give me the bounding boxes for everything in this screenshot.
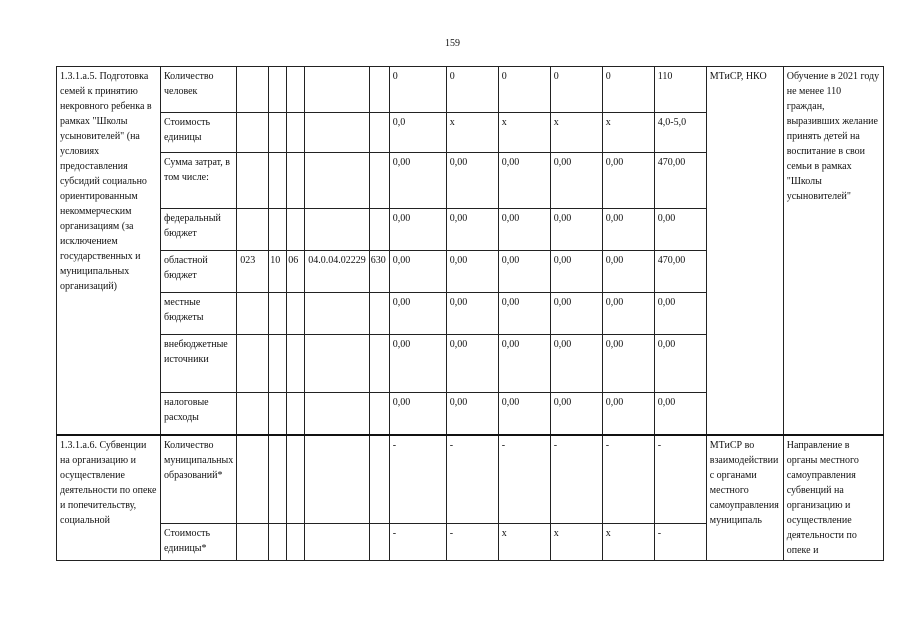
value-cell-6: 0,00 xyxy=(654,393,706,435)
expense-type-code-cell xyxy=(369,524,389,560)
value-cell-2: - xyxy=(446,524,498,560)
value-cell-4: 0,00 xyxy=(550,209,602,251)
program-measures-table xyxy=(56,66,884,561)
expense-type-code-cell: 630 xyxy=(369,251,389,293)
value-cell-3: 0,00 xyxy=(498,293,550,335)
value-cell-1: 0,00 xyxy=(389,251,446,293)
value-cell-4: 0,00 xyxy=(550,293,602,335)
subsection-code-cell xyxy=(287,293,305,335)
value-cell-4: х xyxy=(550,524,602,560)
table-row xyxy=(57,435,884,524)
expense-type-code-cell xyxy=(369,435,389,524)
subsection-code-cell xyxy=(287,113,305,153)
section-code-cell xyxy=(269,335,287,393)
subsection-code-cell: 06 xyxy=(287,251,305,293)
indicator-cell: Количество муниципальных образований* xyxy=(161,435,237,524)
value-cell-6: 470,00 xyxy=(654,153,706,209)
value-cell-2: 0,00 xyxy=(446,335,498,393)
indicator-cell: местные бюджеты xyxy=(161,293,237,335)
value-cell-6: - xyxy=(654,524,706,560)
indicator-cell: областной бюджет xyxy=(161,251,237,293)
value-cell-4: 0,00 xyxy=(550,251,602,293)
target-item-code-cell: 04.0.04.02229 xyxy=(305,251,370,293)
value-cell-4: - xyxy=(550,435,602,524)
value-cell-2: 0,00 xyxy=(446,251,498,293)
indicator-cell: Стоимость единицы* xyxy=(161,524,237,560)
target-item-code-cell xyxy=(305,335,370,393)
executor-cell: МТиСР, НКО xyxy=(706,67,783,435)
value-cell-6: 0,00 xyxy=(654,209,706,251)
value-cell-5: 0,00 xyxy=(602,251,654,293)
value-cell-5: - xyxy=(602,435,654,524)
section-code-cell xyxy=(269,153,287,209)
value-cell-5: 0,00 xyxy=(602,209,654,251)
value-cell-3: 0,00 xyxy=(498,335,550,393)
section-code-cell xyxy=(269,209,287,251)
value-cell-5: 0,00 xyxy=(602,293,654,335)
value-cell-5: 0,00 xyxy=(602,393,654,435)
grbs-code-cell xyxy=(237,335,269,393)
value-cell-1: 0,00 xyxy=(389,335,446,393)
expense-type-code-cell xyxy=(369,67,389,113)
value-cell-3: 0,00 xyxy=(498,251,550,293)
value-cell-3: 0,00 xyxy=(498,209,550,251)
expected-result-cell: Направление в органы местного самоуправления субвенций на организацию и осуществление деятельности по опеке и xyxy=(783,435,883,561)
target-item-code-cell xyxy=(305,153,370,209)
expense-type-code-cell xyxy=(369,153,389,209)
grbs-code-cell: 023 xyxy=(237,251,269,293)
section-code-cell xyxy=(269,435,287,524)
grbs-code-cell xyxy=(237,393,269,435)
value-cell-2: 0 xyxy=(446,67,498,113)
value-cell-1: 0,00 xyxy=(389,293,446,335)
section-code-cell xyxy=(269,67,287,113)
value-cell-1: 0,00 xyxy=(389,209,446,251)
value-cell-4: х xyxy=(550,113,602,153)
value-cell-5: 0,00 xyxy=(602,153,654,209)
expense-type-code-cell xyxy=(369,293,389,335)
value-cell-3: 0,00 xyxy=(498,393,550,435)
target-item-code-cell xyxy=(305,67,370,113)
value-cell-1: 0,00 xyxy=(389,153,446,209)
value-cell-4: 0,00 xyxy=(550,153,602,209)
section-code-cell: 10 xyxy=(269,251,287,293)
target-item-code-cell xyxy=(305,113,370,153)
expected-result-cell: Обучение в 2021 году не менее 110 граждан, выразивших желание принять детей на воспитание в свои семьи в рамках "Школы усыновителей" xyxy=(783,67,883,435)
indicator-cell: Стоимость единицы xyxy=(161,113,237,153)
value-cell-4: 0,00 xyxy=(550,393,602,435)
indicator-cell: Сумма затрат, в том числе: xyxy=(161,153,237,209)
grbs-code-cell xyxy=(237,209,269,251)
value-cell-6: 470,00 xyxy=(654,251,706,293)
grbs-code-cell xyxy=(237,153,269,209)
value-cell-2: 0,00 xyxy=(446,393,498,435)
subsection-code-cell xyxy=(287,435,305,524)
value-cell-3: х xyxy=(498,113,550,153)
value-cell-3: - xyxy=(498,435,550,524)
value-cell-5: х xyxy=(602,524,654,560)
value-cell-6: 0,00 xyxy=(654,335,706,393)
indicator-cell: налоговые расходы xyxy=(161,393,237,435)
executor-cell: МТиСР во взаимодействии с органами местного самоуправления муниципаль xyxy=(706,435,783,561)
expense-type-code-cell xyxy=(369,335,389,393)
grbs-code-cell xyxy=(237,293,269,335)
section-code-cell xyxy=(269,393,287,435)
value-cell-4: 0 xyxy=(550,67,602,113)
expense-type-code-cell xyxy=(369,393,389,435)
expense-type-code-cell xyxy=(369,113,389,153)
value-cell-5: 0,00 xyxy=(602,335,654,393)
target-item-code-cell xyxy=(305,293,370,335)
subsection-code-cell xyxy=(287,335,305,393)
value-cell-1: - xyxy=(389,435,446,524)
value-cell-3: х xyxy=(498,524,550,560)
subsection-code-cell xyxy=(287,67,305,113)
measure-name-cell: 1.3.1.а.5. Подготовка семей к принятию некровного ребенка в рамках "Школы усыновителей" (на условиях предоставления субсидий социально ориентированным некоммерческим организациям (за исключением государственных и муниципальных организаций) xyxy=(57,67,161,435)
value-cell-2: 0,00 xyxy=(446,153,498,209)
value-cell-1: 0,0 xyxy=(389,113,446,153)
target-item-code-cell xyxy=(305,393,370,435)
grbs-code-cell xyxy=(237,67,269,113)
table-row xyxy=(57,67,884,113)
subsection-code-cell xyxy=(287,524,305,560)
value-cell-1: 0 xyxy=(389,67,446,113)
target-item-code-cell xyxy=(305,435,370,524)
target-item-code-cell xyxy=(305,209,370,251)
value-cell-6: 110 xyxy=(654,67,706,113)
value-cell-2: х xyxy=(446,113,498,153)
subsection-code-cell xyxy=(287,393,305,435)
value-cell-3: 0,00 xyxy=(498,153,550,209)
grbs-code-cell xyxy=(237,113,269,153)
indicator-cell: Количество человек xyxy=(161,67,237,113)
target-item-code-cell xyxy=(305,524,370,560)
grbs-code-cell xyxy=(237,435,269,524)
value-cell-4: 0,00 xyxy=(550,335,602,393)
grbs-code-cell xyxy=(237,524,269,560)
measure-name-cell: 1.3.1.а.6. Субвенции на организацию и осуществление деятельности по опеке и попечительству, социальной xyxy=(57,435,161,561)
indicator-cell: федеральный бюджет xyxy=(161,209,237,251)
value-cell-6: 4,0-5,0 xyxy=(654,113,706,153)
value-cell-6: - xyxy=(654,435,706,524)
section-code-cell xyxy=(269,524,287,560)
indicator-cell: внебюджетные источники xyxy=(161,335,237,393)
section-code-cell xyxy=(269,293,287,335)
value-cell-2: 0,00 xyxy=(446,209,498,251)
expense-type-code-cell xyxy=(369,209,389,251)
subsection-code-cell xyxy=(287,153,305,209)
section-code-cell xyxy=(269,113,287,153)
subsection-code-cell xyxy=(287,209,305,251)
value-cell-6: 0,00 xyxy=(654,293,706,335)
page-number: 159 xyxy=(445,38,460,49)
value-cell-3: 0 xyxy=(498,67,550,113)
value-cell-5: 0 xyxy=(602,67,654,113)
value-cell-1: 0,00 xyxy=(389,393,446,435)
value-cell-2: 0,00 xyxy=(446,293,498,335)
value-cell-2: - xyxy=(446,435,498,524)
value-cell-5: х xyxy=(602,113,654,153)
value-cell-1: - xyxy=(389,524,446,560)
